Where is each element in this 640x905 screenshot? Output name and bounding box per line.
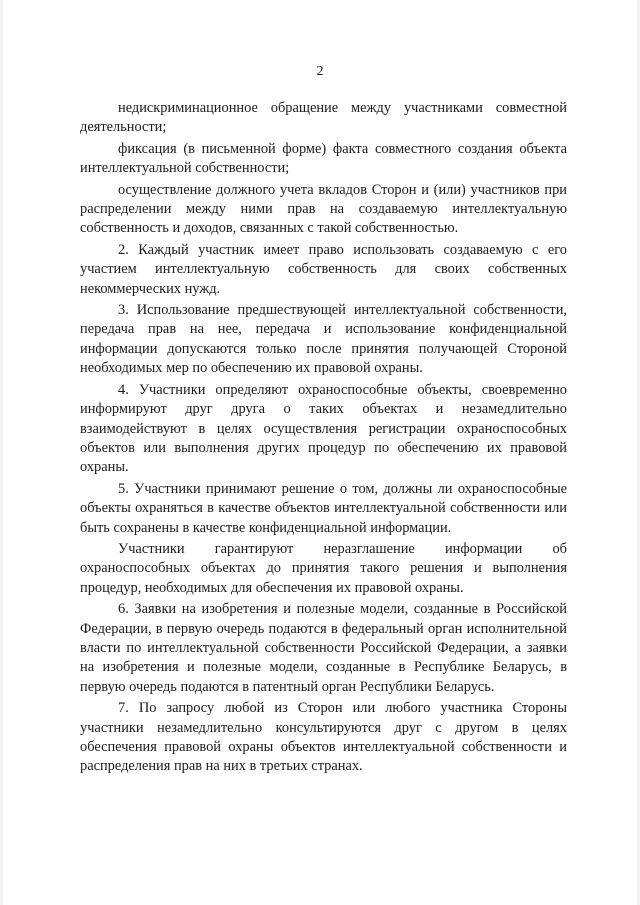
paragraph-joint-creation-record: фиксация (в письменной форме) факта совместного создания объекта интеллектуальной собственности; [80, 140, 567, 177]
paragraph-item-5: 5. Участники принимают решение о том, должны ли охраноспособные объекты охраняться в качестве объектов интеллектуальной собственности или быть сохранены в качестве конфиденциальной информации. [80, 480, 567, 536]
document-body [80, 99, 567, 779]
paragraph-contribution-accounting: осуществление должного учета вкладов Сторон и (или) участников при распределении между ними прав на создаваемую интеллектуальную собственность и доходов, связанных с такой собственностью. [80, 181, 567, 237]
page-number: 2 [316, 64, 324, 79]
scan-edge-left [0, 0, 3, 905]
paragraph-nondiscrimination: недискриминационное обращение между участниками совместной деятельности; [80, 100, 567, 136]
paragraph-item-7: 7. По запросу любой из Сторон или любого участника Стороны участники незамедлительно консультируются друг с другом в целях обеспечения правовой охраны объектов интеллектуальной собственности и распределения прав на них в третьих странах. [80, 700, 567, 775]
paragraph-item-3: 3. Использование предшествующей интеллектуальной собственности, передача прав на нее, передача и использование конфиденциальной информации допускаются только после принятия получающей Стороной необходимых мер по обеспечению их правовой охраны. [80, 302, 567, 377]
paragraph-item-4: 4. Участники определяют охраноспособные объекты, своевременно информируют друг друга о таких объектах и незамедлительно взаимодействуют в целях осуществления регистрации охраноспособных объектов или выполнения других процедур по обеспечению их правовой охраны. [80, 381, 567, 476]
paragraph-item-5-nondisclosure: Участники гарантируют неразглашение информации об охраноспособных объектах до принятия такого решения и выполнения процедур, необходимых для обеспечения их правовой охраны. [80, 540, 567, 596]
paragraph-item-6: 6. Заявки на изобретения и полезные модели, созданные в Российской Федерации, в первую очередь подаются в федеральный орган исполнительной власти по интеллектуальной собственности Российской Федерации, а заявки на изобретения и полезные модели, созданные в Республике Беларусь, в первую очередь подаются в патентный орган Республики Беларусь. [80, 601, 567, 695]
paragraph-item-2: 2. Каждый участник имеет право использовать создаваемую с его участием интеллектуальную собственность для своих собственных некоммерческих нужд. [80, 241, 567, 297]
